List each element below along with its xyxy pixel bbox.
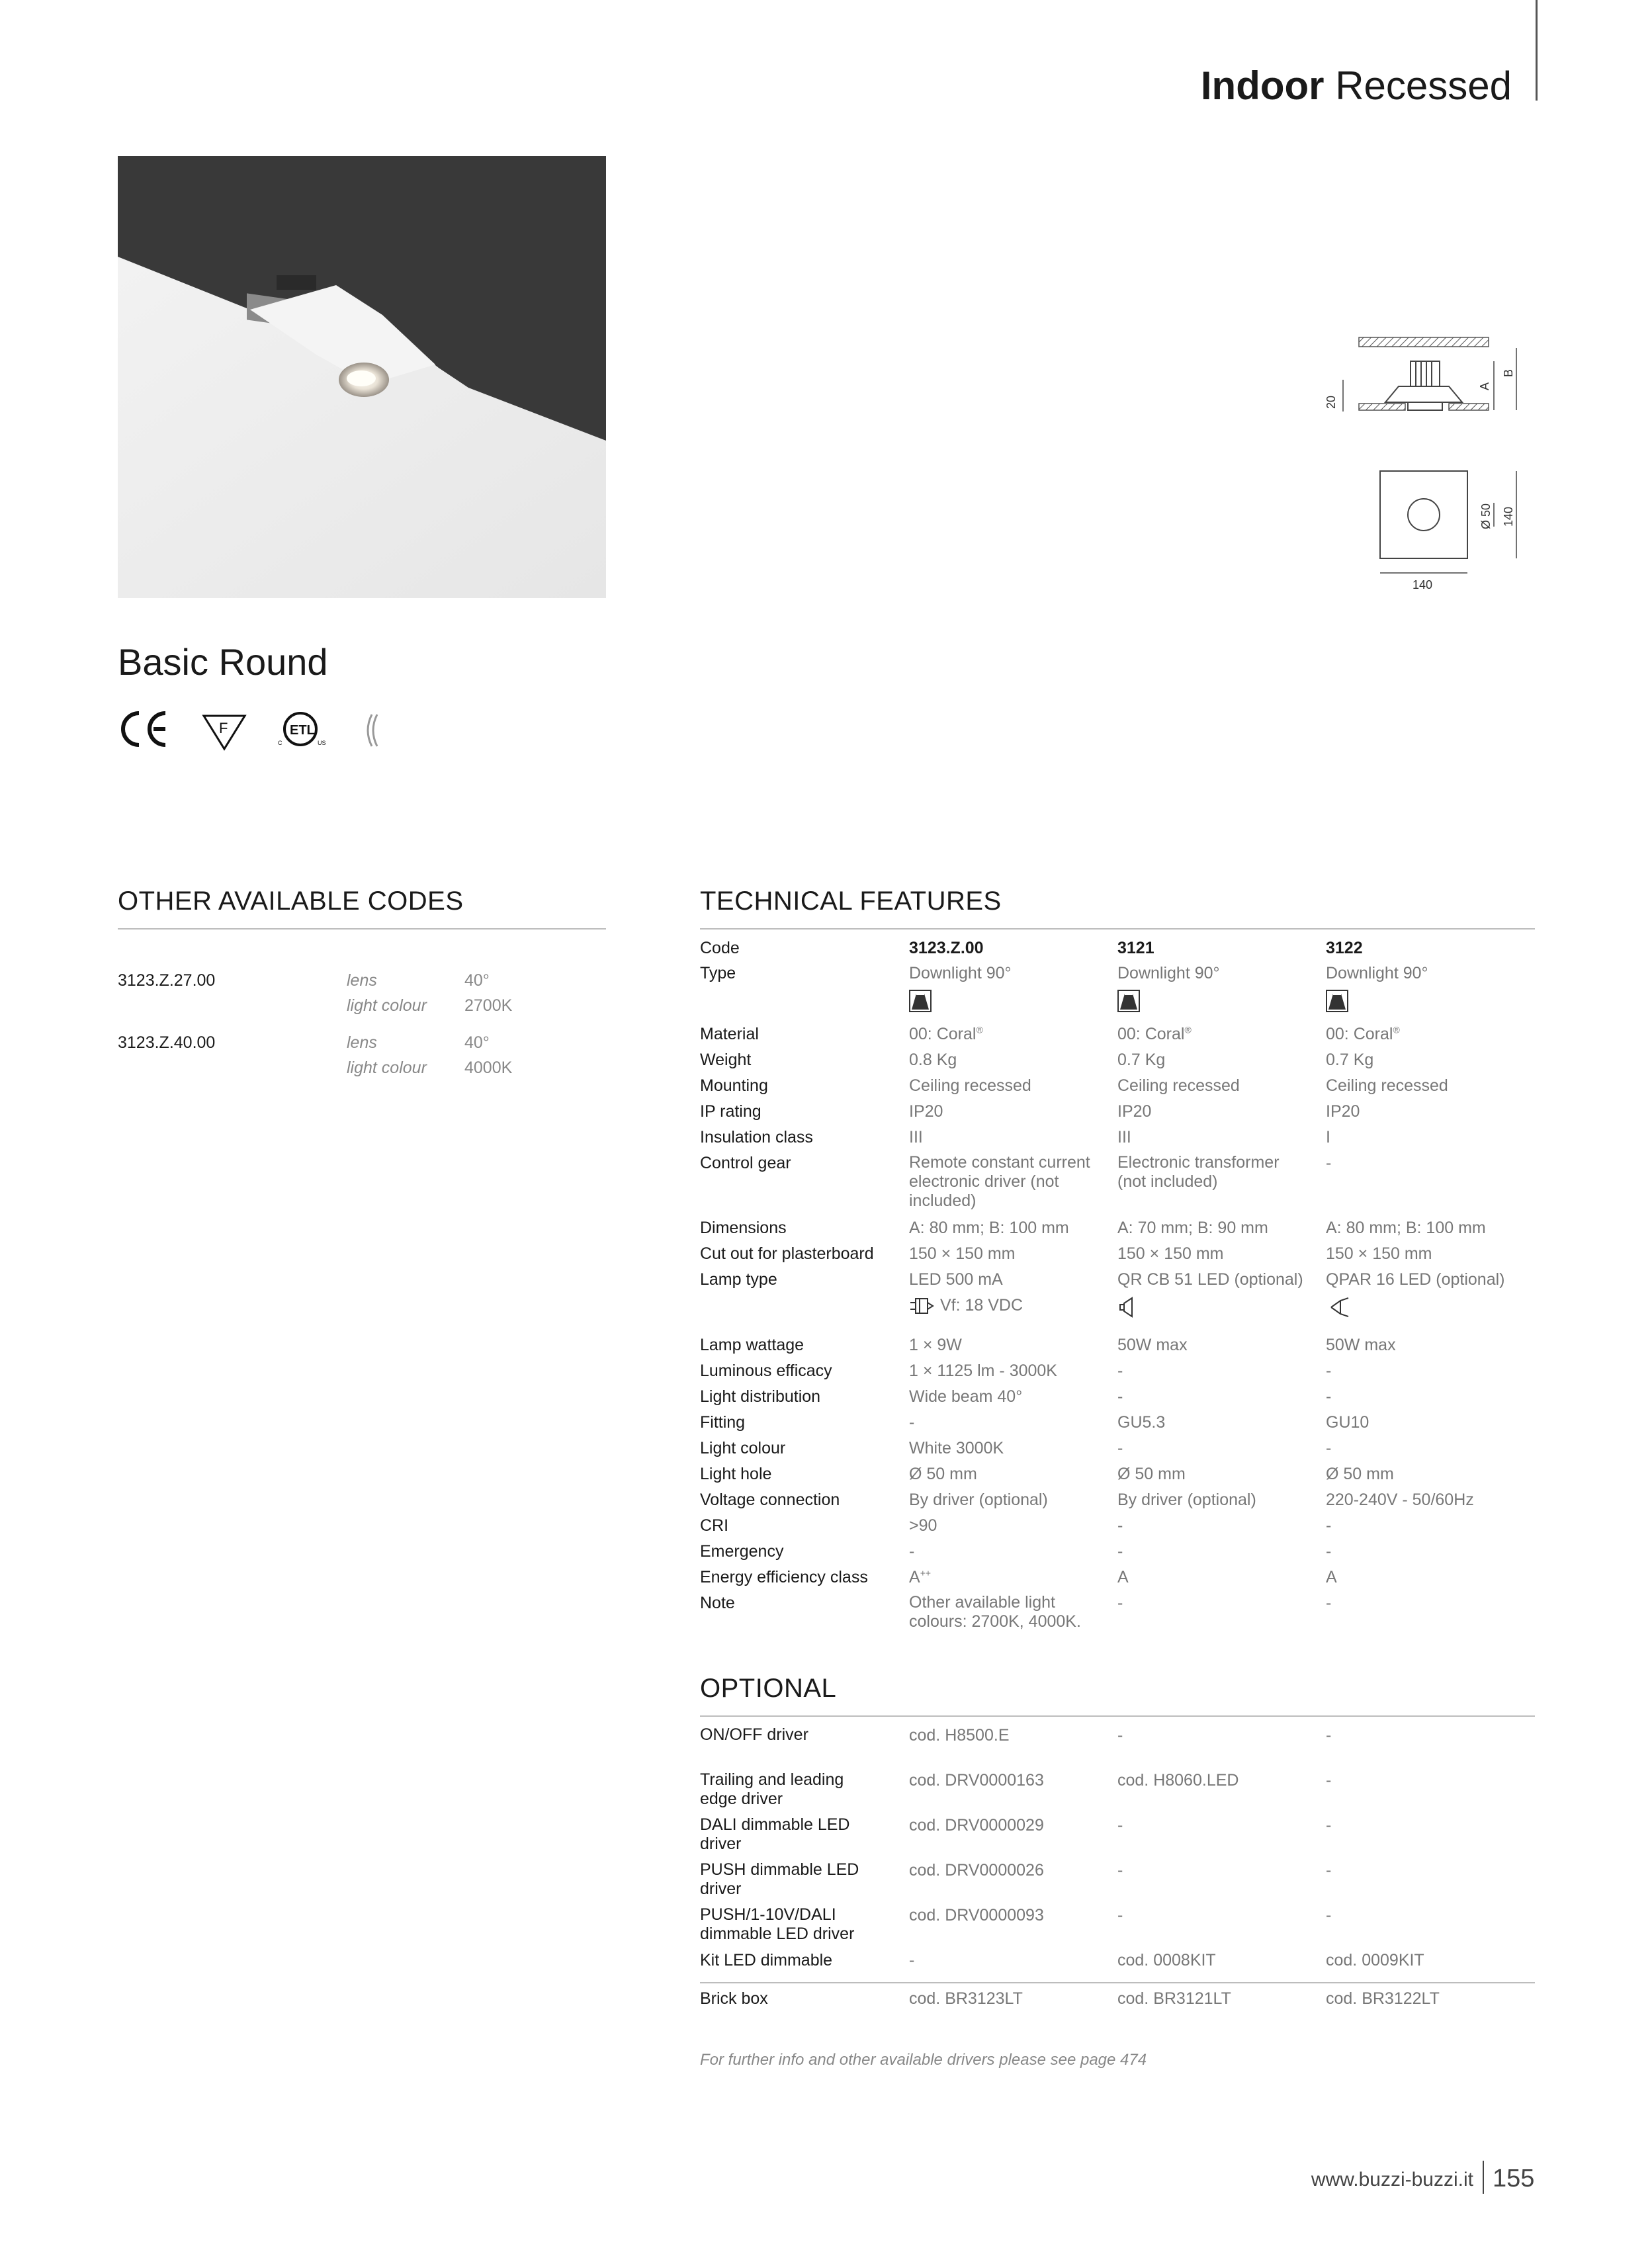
cell-v2 [1117, 1295, 1316, 1319]
cell-v3-text: 00: Coral [1326, 1025, 1393, 1043]
cell-v1-text: 00: Coral [909, 1025, 977, 1043]
cell-v3: Ceiling recessed [1326, 1076, 1448, 1095]
registered-mark: ® [976, 1024, 983, 1035]
row-label: DALI dimmable LED driver [700, 1815, 850, 1853]
technical-features-title: TECHNICAL FEATURES [700, 887, 1002, 916]
row-label: Insulation class [700, 1128, 813, 1147]
cell-v1: cod. BR3123LT [909, 1989, 1023, 2008]
cell-v2: cod. 0008KIT [1117, 1951, 1216, 1969]
drawing-dim-hole: Ø 50 [1479, 503, 1493, 529]
vf-value: Vf: 18 VDC [939, 1296, 1023, 1315]
row-label: Mounting [700, 1076, 768, 1095]
qr-cb51-lamp-icon [1117, 1295, 1144, 1319]
cell-v1: Ceiling recessed [909, 1076, 1031, 1095]
cell-v2: - [1117, 1439, 1123, 1457]
cell-v3: 50W max [1326, 1336, 1396, 1354]
page-number: 155 [1493, 2165, 1535, 2192]
row-label: IP rating [700, 1102, 761, 1121]
cell-v1: >90 [909, 1516, 937, 1535]
colour-value: 2700K [464, 996, 513, 1015]
optional-title: OPTIONAL [700, 1674, 837, 1703]
cell-v3: - [1326, 1861, 1332, 1880]
cell-v2: III [1117, 1128, 1131, 1147]
row-label: Voltage connection [700, 1491, 840, 1509]
cell-v3: 220-240V - 50/60Hz [1326, 1491, 1474, 1509]
cell-v3: - [1326, 1362, 1332, 1380]
cell-v3: A: 80 mm; B: 100 mm [1326, 1219, 1486, 1237]
brick-box-rule [700, 1982, 1535, 1983]
cell-v2: Ø 50 mm [1117, 1465, 1186, 1483]
colour-label: light colour [347, 996, 427, 1015]
footnote: For further info and other available drivers please see page 474 [700, 2051, 1147, 2069]
cell-v3: cod. BR3122LT [1326, 1989, 1440, 2008]
certification-icons [118, 707, 396, 753]
cell-v1: IP20 [909, 1102, 943, 1121]
cell-v1: cod. DRV0000026 [909, 1861, 1044, 1880]
other-code: 3123.Z.27.00 [118, 971, 216, 990]
cell-v3: - [1326, 1726, 1332, 1745]
cell-v3: - [1326, 1439, 1332, 1457]
cell-v2: By driver (optional) [1117, 1491, 1256, 1509]
row-label: Fitting [700, 1413, 746, 1432]
header-title-regular: Recessed [1335, 64, 1512, 108]
cell-v3: cod. 0009KIT [1326, 1951, 1424, 1969]
cell-v1: Other available light colours: 2700K, 4000K. [909, 1593, 1081, 1631]
row-label: Lamp type [700, 1270, 777, 1289]
row-label: Emergency [700, 1542, 784, 1561]
cell-v2: GU5.3 [1117, 1413, 1166, 1432]
energy-plus-mark: ++ [920, 1567, 932, 1579]
cell-v2: Electronic transformer (not included) [1117, 1153, 1280, 1191]
cell-v1: Remote constant current electronic driver (not included) [909, 1153, 1090, 1210]
cell-v3: GU10 [1326, 1413, 1369, 1432]
other-code: 3123.Z.40.00 [118, 1033, 216, 1052]
registered-mark: ® [1184, 1024, 1192, 1035]
downlight-icon [909, 990, 1108, 1017]
cell-v1: 150 × 150 mm [909, 1244, 1016, 1263]
row-label: Dimensions [700, 1219, 787, 1237]
cell-v1-text: A [909, 1568, 920, 1586]
cell-v1: 0.8 Kg [909, 1051, 957, 1069]
lamp-icons-row [700, 1295, 1535, 1322]
row-label: Kit LED dimmable [700, 1951, 833, 1969]
row-label: Cut out for plasterboard [700, 1244, 874, 1263]
drawing-dim-b: B [1502, 368, 1515, 377]
svg-text:F: F [219, 720, 228, 736]
row-label: Weight [700, 1051, 752, 1069]
cell-v2: 150 × 150 mm [1117, 1244, 1224, 1263]
cell-v1: cod. DRV0000163 [909, 1771, 1044, 1790]
drawing-dim-bottom: 140 [1413, 578, 1433, 591]
technical-features-rule [700, 928, 1535, 930]
cell-v1: 3123.Z.00 [909, 939, 984, 957]
svg-text:C: C [278, 740, 283, 746]
cell-v2: 3121 [1117, 939, 1154, 957]
drawing-dim-20: 20 [1325, 395, 1338, 409]
cell-v3: - [1326, 1542, 1332, 1561]
cell-v1: 1 × 1125 lm - 3000K [909, 1362, 1057, 1380]
cell-v2: QR CB 51 LED (optional) [1117, 1270, 1303, 1289]
cell-v1: Wide beam 40° [909, 1387, 1023, 1406]
product-photo [118, 156, 606, 598]
row-label: Light hole [700, 1465, 772, 1483]
header-divider [1536, 0, 1538, 101]
technical-drawing-svg [1317, 324, 1555, 602]
cell-v2: IP20 [1117, 1102, 1152, 1121]
cell-v3: Ø 50 mm [1326, 1465, 1394, 1483]
cell-v2: cod. H8060.LED [1117, 1771, 1239, 1790]
cell-v3: - [1326, 1154, 1332, 1172]
cell-v3 [1326, 1295, 1531, 1319]
colour-value: 4000K [464, 1059, 513, 1077]
cell-v1: III [909, 1128, 923, 1147]
qpar16-lamp-icon [1326, 1295, 1352, 1319]
cell-v2: - [1117, 1594, 1123, 1612]
cell-v3: - [1326, 1906, 1332, 1925]
cell-v2: - [1117, 1726, 1123, 1745]
lens-value: 40° [464, 1033, 490, 1052]
cell-v3: QPAR 16 LED (optional) [1326, 1270, 1505, 1289]
svg-text:ETL: ETL [290, 723, 315, 738]
cell-v3: - [1326, 1387, 1332, 1406]
row-label: Brick box [700, 1989, 768, 2008]
lens-value: 40° [464, 971, 490, 990]
cell-v1 [909, 1567, 1108, 1587]
cell-v1: - [909, 1413, 915, 1432]
cell-v3 [1326, 1024, 1531, 1044]
cell-v2: - [1117, 1542, 1123, 1561]
cell-v3: - [1326, 1771, 1332, 1790]
row-label: Trailing and leading edge driver [700, 1770, 844, 1808]
svg-text:US: US [318, 740, 326, 746]
cell-v3: - [1326, 1816, 1332, 1835]
row-label: Light colour [700, 1439, 786, 1457]
cell-v2: - [1117, 1816, 1123, 1835]
row-label: Light distribution [700, 1387, 821, 1406]
cell-v1 [909, 1295, 1108, 1316]
lens-label: lens [347, 1033, 377, 1052]
cell-v3: 3122 [1326, 939, 1363, 957]
cell-v1: cod. H8500.E [909, 1726, 1010, 1745]
row-label: Note [700, 1594, 735, 1612]
other-codes-rule [118, 928, 606, 930]
cell-v2: - [1117, 1387, 1123, 1406]
cell-v1: - [909, 1951, 915, 1969]
row-label: Type [700, 964, 736, 982]
footer-url-link[interactable]: www.buzzi-buzzi.it [1311, 2169, 1473, 2190]
f-triangle-icon [204, 716, 245, 749]
cell-v1: By driver (optional) [909, 1491, 1048, 1509]
cell-v3: 0.7 Kg [1326, 1051, 1374, 1069]
cell-v1: cod. DRV0000093 [909, 1906, 1044, 1925]
cell-v2: A [1117, 1568, 1129, 1586]
cell-v2: Downlight 90° [1117, 964, 1220, 982]
downlight-icons-row [700, 990, 1535, 1014]
other-codes-title: OTHER AVAILABLE CODES [118, 887, 464, 916]
downlight-icon [1117, 990, 1316, 1017]
cell-v1: - [909, 1542, 915, 1561]
cell-v1: White 3000K [909, 1439, 1004, 1457]
cell-v3: Downlight 90° [1326, 964, 1428, 982]
row-label: PUSH dimmable LED driver [700, 1860, 859, 1898]
cell-v2: - [1117, 1362, 1123, 1380]
row-label: ON/OFF driver [700, 1725, 808, 1744]
cell-v2: - [1117, 1516, 1123, 1535]
drawing-dim-side: 140 [1502, 506, 1515, 527]
cell-v2: - [1117, 1906, 1123, 1925]
cell-v3: I [1326, 1128, 1330, 1147]
cell-v3: - [1326, 1594, 1332, 1612]
section-title-header [1201, 63, 1512, 108]
led-driver-icon [909, 1296, 935, 1316]
row-label: Luminous efficacy [700, 1362, 832, 1380]
drawing-dim-a: A [1478, 382, 1491, 390]
cell-v2: 0.7 Kg [1117, 1051, 1166, 1069]
cell-v2-text: 00: Coral [1117, 1025, 1185, 1043]
lens-label: lens [347, 971, 377, 990]
cell-v3: A [1326, 1568, 1337, 1586]
ce-mark-icon [123, 713, 165, 745]
row-label: PUSH/1-10V/DALI dimmable LED driver [700, 1905, 855, 1943]
cell-v2: - [1117, 1861, 1123, 1880]
class-iii-icon [368, 714, 377, 746]
optional-rule [700, 1715, 1535, 1717]
colour-label: light colour [347, 1059, 427, 1077]
cell-v1: 1 × 9W [909, 1336, 962, 1354]
product-title: Basic Round [118, 641, 328, 683]
cell-v3: IP20 [1326, 1102, 1360, 1121]
cell-v1: Ø 50 mm [909, 1465, 977, 1483]
cell-v2: cod. BR3121LT [1117, 1989, 1231, 2008]
cell-v2: Ceiling recessed [1117, 1076, 1240, 1095]
cell-v3: 150 × 150 mm [1326, 1244, 1432, 1263]
header-title-bold: Indoor [1200, 64, 1325, 108]
cell-v3: - [1326, 1516, 1332, 1535]
registered-mark: ® [1393, 1024, 1400, 1035]
row-label: Control gear [700, 1154, 791, 1172]
cell-v2: 50W max [1117, 1336, 1188, 1354]
cell-v1: LED 500 mA [909, 1270, 1003, 1289]
row-label: Lamp wattage [700, 1336, 804, 1354]
etl-icon [278, 713, 326, 746]
cell-v1: cod. DRV0000029 [909, 1816, 1044, 1835]
cell-v1: A: 80 mm; B: 100 mm [909, 1219, 1069, 1237]
cell-v2 [1117, 1024, 1316, 1044]
downlight-icon [1326, 990, 1531, 1017]
cell-v1 [909, 1024, 1108, 1044]
row-label: Code [700, 939, 740, 957]
row-label: CRI [700, 1516, 729, 1535]
cell-v2: A: 70 mm; B: 90 mm [1117, 1219, 1268, 1237]
row-label: Material [700, 1025, 759, 1043]
technical-drawing [1317, 324, 1555, 602]
cell-v1: Downlight 90° [909, 964, 1012, 982]
product-photo-svg [118, 156, 606, 598]
footer-divider [1483, 2161, 1484, 2194]
row-label: Energy efficiency class [700, 1568, 868, 1586]
